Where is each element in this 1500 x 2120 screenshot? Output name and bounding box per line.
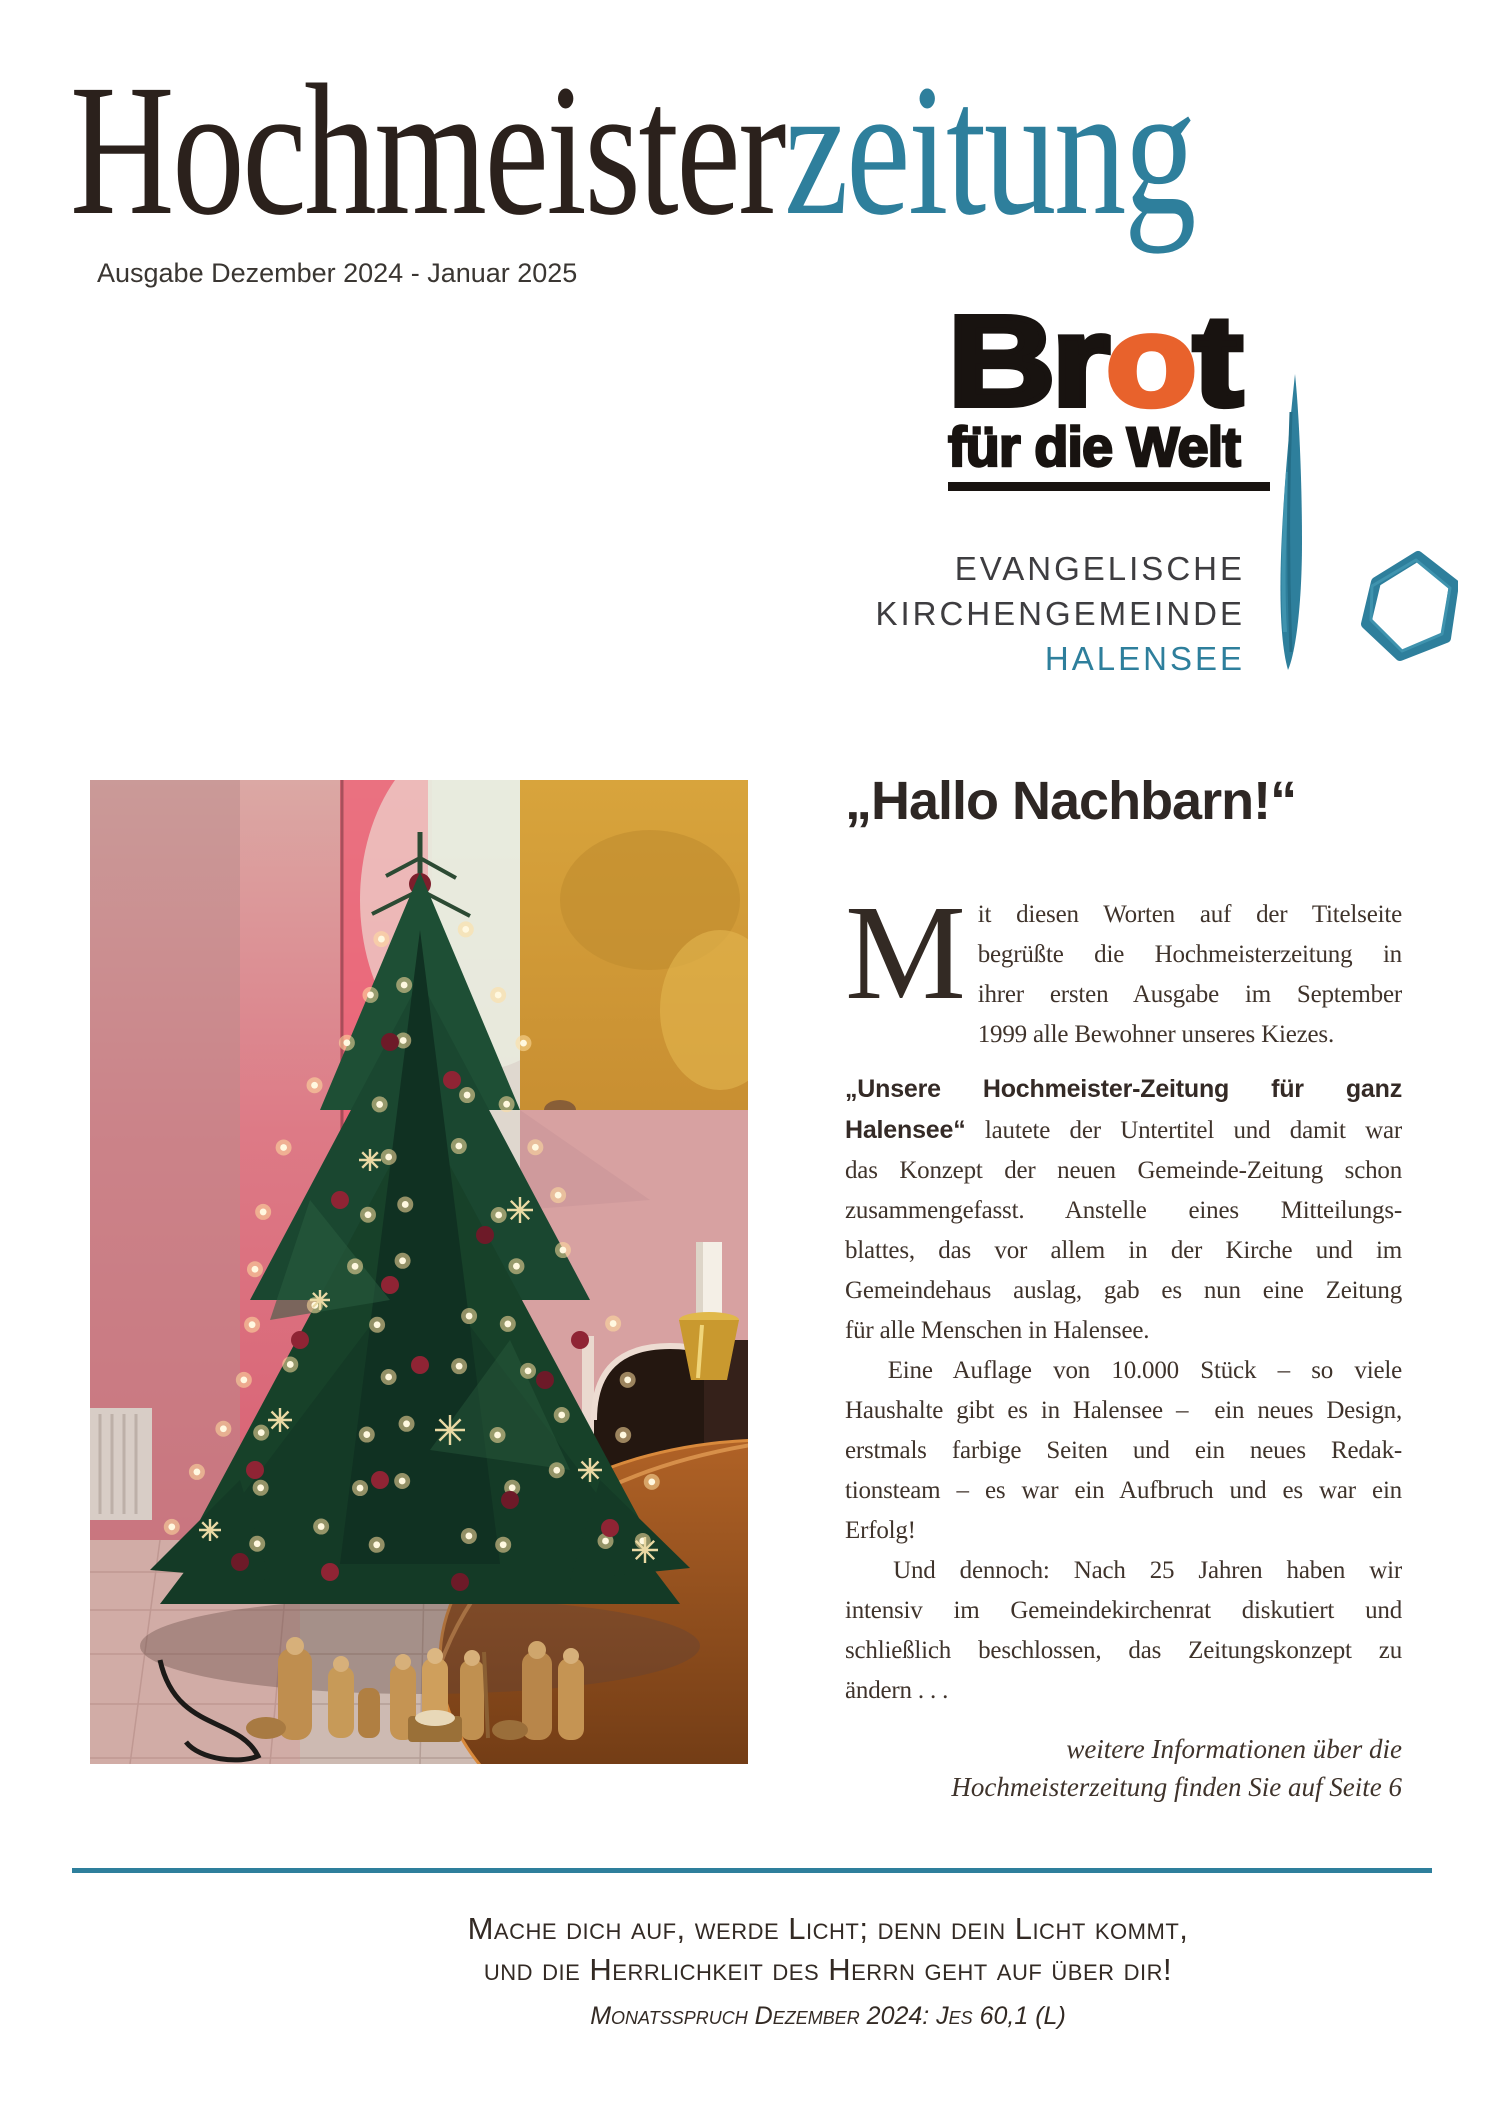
text-line: tionsteam – es war ein Aufbruch und es war ein <box>845 1477 1402 1504</box>
brot-logo-orange-o: o <box>1106 290 1194 433</box>
church-line-kirchengemeinde: KIRCHENGEMEINDE <box>875 595 1245 632</box>
verse-line-2: und die Herrlichkeit des Herrn geht auf über dir! <box>483 1952 1173 1987</box>
text-line: blattes, das vor allem in der Kirche und im <box>845 1237 1402 1264</box>
text-line: erstmals farbige Seiten und ein neues Redak- <box>845 1437 1402 1464</box>
paragraph-lines <box>845 1069 1402 1351</box>
text-line: begrüßte die Hochmeisterzeitung in <box>977 941 1402 968</box>
verse-source: Monatsspruch Dezember 2024: Jes 60,1 (L) <box>590 2002 1066 2030</box>
masthead-title <box>70 45 1195 254</box>
text-line: Und dennoch: Nach 25 Jahren haben wir <box>845 1557 1402 1584</box>
church-brush-logo-icon <box>1258 352 1458 692</box>
footer-divider <box>72 1868 1432 1873</box>
paragraph <box>845 878 1402 1055</box>
church-line-halensee: HALENSEE <box>1044 640 1245 677</box>
issue-date: Ausgabe Dezember 2024 - Januar 2025 <box>97 258 578 288</box>
brot-logo-underline <box>948 482 1270 491</box>
drop-cap: M <box>845 878 966 1028</box>
text-line: Eine Auflage von 10.000 Stück – so viele <box>845 1357 1402 1384</box>
brot-logo-word: Brot <box>948 290 1240 433</box>
paragraph-lines <box>845 1551 1402 1711</box>
paragraph-lines <box>845 1351 1402 1551</box>
text-line: für alle Menschen in Halensee. <box>845 1317 1150 1344</box>
monthly-verse <box>72 1908 1432 2031</box>
text-line: Erfolg! <box>845 1517 916 1544</box>
text-line: it diesen Worten auf der Titelseite <box>977 901 1402 928</box>
text-line: das Konzept der neuen Gemeinde-Zeitung schon <box>845 1157 1402 1184</box>
church-name-block <box>843 546 1245 681</box>
article-headline: „Hallo Nachbarn!“ <box>845 771 1297 831</box>
text-line: „Unsere Hochmeister-Zeitung für ganz <box>845 1075 1402 1103</box>
article-column <box>845 770 1402 1802</box>
masthead-title-teal: zeitung <box>784 45 1195 254</box>
text-line: 1999 alle Bewohner unseres Kiezes. <box>977 1021 1335 1048</box>
verse-line-1: Mache dich auf, werde Licht; denn dein Licht kommt, <box>467 1911 1189 1946</box>
text-line: intensiv im Gemeindekirchenrat diskutiert und <box>845 1597 1402 1624</box>
text-line: Halensee“ lautete der Untertitel und damit war <box>845 1116 1402 1144</box>
text-line: Gemeindehaus auslag, gab es nun eine Zeitung <box>845 1277 1402 1304</box>
brot-logo-subline: für die Welt <box>948 414 1240 478</box>
text-line: zusammengefasst. Anstelle eines Mitteilungs- <box>845 1197 1402 1224</box>
text-line: schließlich beschlossen, das Zeitungskonzept zu <box>845 1637 1402 1664</box>
text-line: Haushalte gibt es in Halensee – ein neues Design, <box>845 1397 1402 1424</box>
brot-fuer-die-welt-logo <box>948 290 1270 491</box>
masthead-title-black: Hochmeister <box>70 45 785 254</box>
article-body <box>845 878 1402 1711</box>
church-line-evangelische: EVANGELISCHE <box>954 550 1245 587</box>
text-line: ändern . . . <box>845 1677 949 1704</box>
text-line: ihrer ersten Ausgabe im September <box>977 981 1402 1008</box>
more-info-note: weitere Informationen über die Hochmeisterzeitung finden Sie auf Seite 6 <box>951 1734 1402 1802</box>
christmas-tree-photo <box>90 780 748 1764</box>
